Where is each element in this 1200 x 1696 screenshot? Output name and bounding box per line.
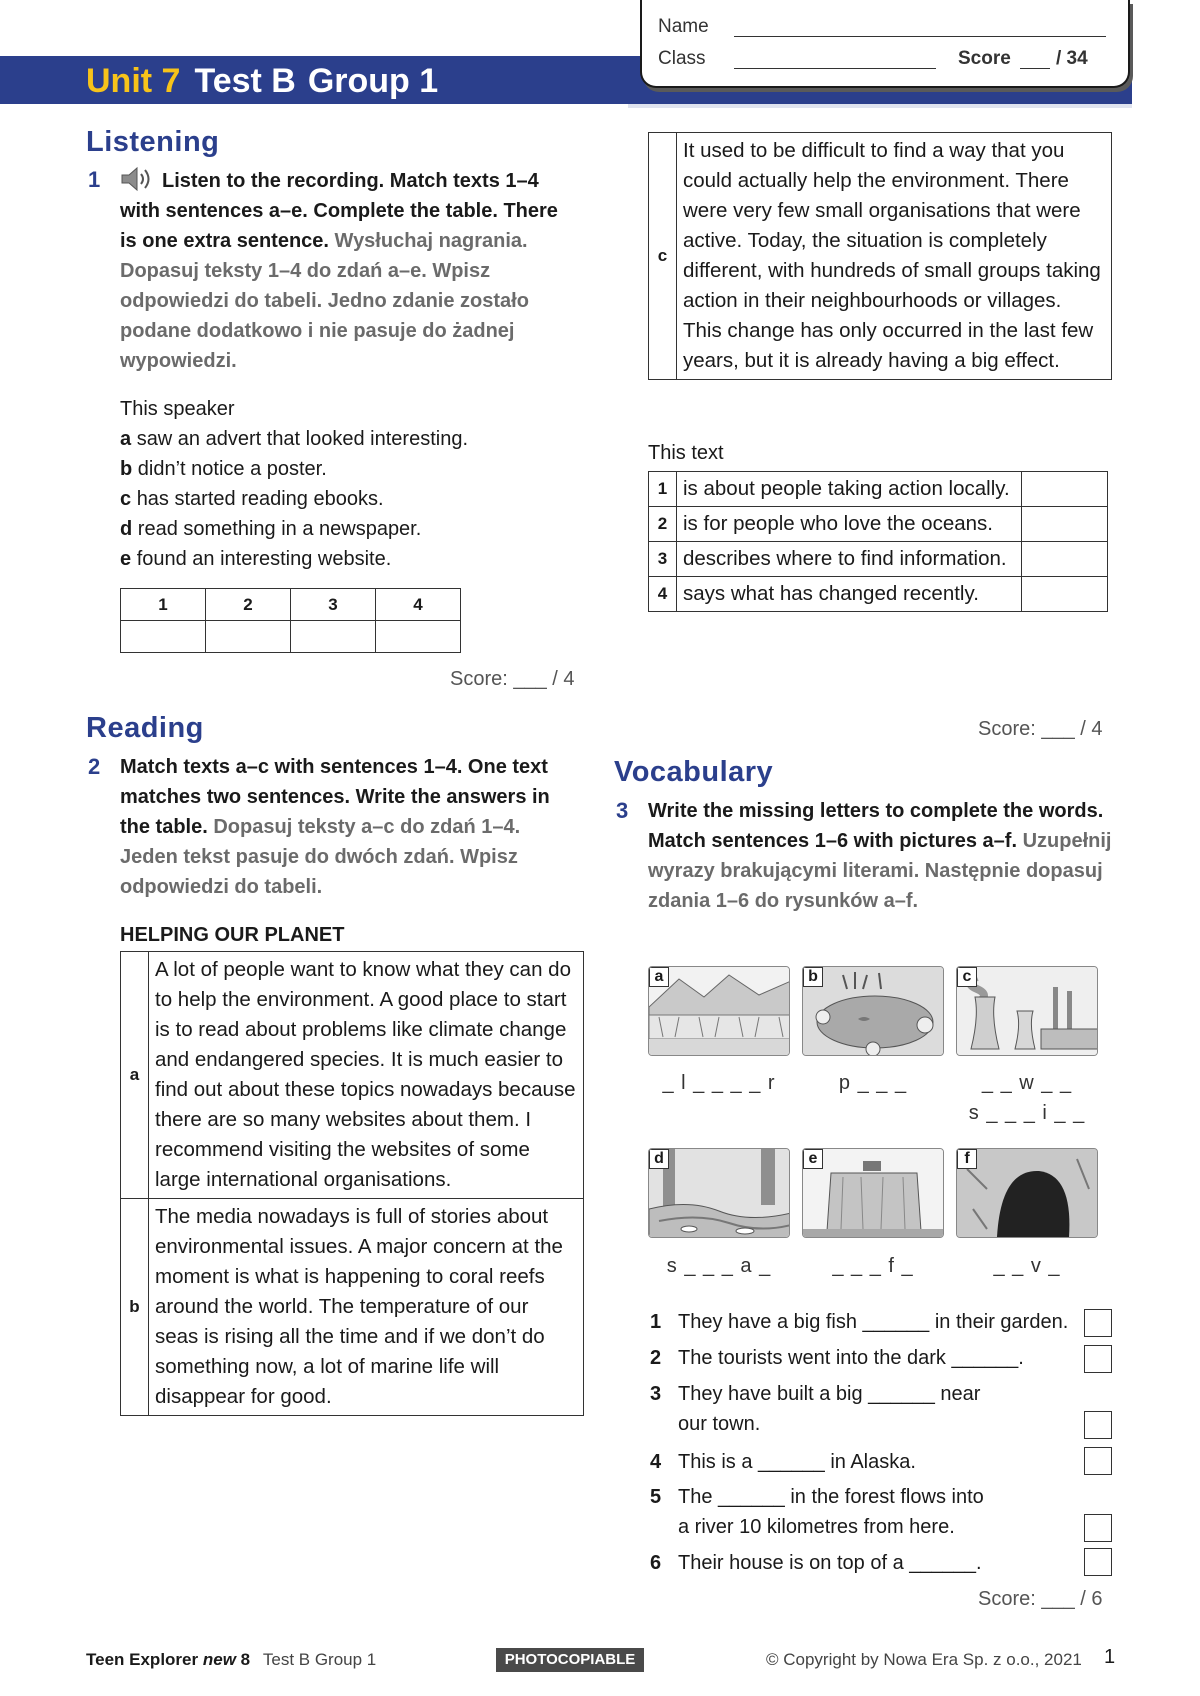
name-field[interactable] (734, 36, 1106, 37)
picture-f-cave (956, 1148, 1098, 1238)
picture-a-glacier (648, 966, 790, 1056)
test-label: Test B (194, 62, 296, 100)
picture-letter: f (957, 1149, 977, 1169)
total-score-max: / 34 (1056, 48, 1088, 69)
reading-heading: HELPING OUR PLANET (120, 924, 345, 946)
text-letter: b (121, 1199, 149, 1416)
answer-box[interactable] (1084, 1548, 1112, 1576)
task-number: 3 (616, 798, 629, 823)
instruction-pl: Dopasuj teksty a–c do zdań 1–4. Jeden tekst pasuje do dwóch zdań. Wpisz odpowiedzi do tabeli. (120, 816, 521, 898)
vocab-sentence: 4 This is a ______ in Alaska. (650, 1451, 916, 1473)
name-score-box (640, 0, 1130, 88)
vocabulary-instruction (616, 796, 1118, 916)
instruction-en: Match texts a–c with sentences 1–4. One text matches two sentences. Write the answers in the table. (120, 756, 550, 838)
statement-number: 2 (649, 507, 677, 542)
photocopiable-badge: PHOTOCOPIABLE (496, 1648, 644, 1672)
word-blank[interactable]: p _ _ _ (838, 1072, 908, 1094)
list-item: e found an interesting website. (120, 548, 392, 570)
vocab-sentence: 3 They have built a big ______ near our town. (650, 1383, 981, 1435)
answer-box[interactable] (1084, 1345, 1112, 1373)
list-item: d read something in a newspaper. (120, 518, 422, 540)
vocab-sentence: 1 They have a big fish ______ in their garden. (650, 1311, 1069, 1333)
answer-cell[interactable] (1022, 472, 1108, 507)
vocabulary-score: Score: ___ / 6 (978, 1588, 1103, 1610)
picture-c-power-station (956, 966, 1098, 1056)
answer-cell[interactable] (291, 621, 376, 653)
list-item: a saw an advert that looked interesting. (120, 428, 468, 450)
list-item: b didn’t notice a poster. (120, 458, 327, 480)
picture-b-pond (802, 966, 944, 1056)
answer-cell[interactable] (206, 621, 291, 653)
total-score-label: Score (958, 48, 1011, 69)
page-number: 1 (1104, 1646, 1116, 1668)
page-title (86, 60, 438, 102)
reading-instruction (88, 752, 580, 902)
word-blank[interactable]: _ _ _ f _ (832, 1255, 914, 1277)
footer-test: Test B Group 1 (262, 1650, 377, 1669)
class-field[interactable] (734, 68, 936, 69)
statement-text: is about people taking action locally. (677, 472, 1022, 507)
reading-score: Score: ___ / 4 (978, 718, 1103, 740)
vocab-sentence: 5 The ______ in the forest flows into a river 10 kilometres from here. (650, 1486, 984, 1538)
table-header: 4 (376, 589, 461, 621)
listening-answer-table (120, 588, 461, 653)
listening-score: Score: ___ / 4 (450, 668, 575, 690)
reading-text-table-ab (120, 951, 584, 1416)
total-score-field[interactable] (1020, 68, 1050, 69)
reading-answer-table (648, 471, 1108, 612)
table-header: 3 (291, 589, 376, 621)
listening-intro: This speaker (120, 398, 235, 420)
vocabulary-title: Vocabulary (614, 756, 774, 788)
word-blank[interactable]: _ l _ _ _ _ r (662, 1072, 776, 1094)
answer-cell[interactable] (1022, 542, 1108, 577)
table-header: 1 (121, 589, 206, 621)
listening-instruction (88, 165, 575, 376)
answer-cell[interactable] (1022, 577, 1108, 612)
list-item: c has started reading ebooks. (120, 488, 384, 510)
unit-label: Unit 7 (86, 62, 181, 100)
reading-text: A lot of people want to know what they can do to help the environment. A good place to start is to read about problems like climate change and endangered species. It is much easier to find out about these topics nowadays because there are so many websites about them. I recommend visiting the websites of some large international organisations. (149, 952, 584, 1199)
instruction-en: Write the missing letters to complete the words. Match sentences 1–6 with pictures a–f. (648, 800, 1104, 852)
answer-cell[interactable] (376, 621, 461, 653)
audio-icon[interactable] (120, 165, 156, 191)
answer-box[interactable] (1084, 1411, 1112, 1439)
text-letter: a (121, 952, 149, 1199)
statement-number: 4 (649, 577, 677, 612)
picture-letter: b (803, 967, 823, 987)
vocab-sentence: 6 Their house is on top of a ______. (650, 1552, 982, 1574)
word-blank[interactable]: s _ _ _ i _ _ (968, 1102, 1086, 1124)
answer-box[interactable] (1084, 1514, 1112, 1542)
picture-letter: d (649, 1149, 669, 1169)
reading-text: It used to be difficult to find a way that you could actually help the environment. There were very few small organisations that were active. Today, the situation is completely different, with hundreds of small groups taking action in their neighbourhoods or villages. This change has only occurred in the last few years, but it is already having a big effect. (677, 133, 1112, 380)
picture-e-cliff (802, 1148, 944, 1238)
reading-title: Reading (86, 712, 204, 744)
answer-box[interactable] (1084, 1447, 1112, 1475)
reading-text-table-c (648, 132, 1112, 380)
picture-d-stream (648, 1148, 790, 1238)
listening-title: Listening (86, 126, 220, 158)
picture-letter: a (649, 967, 669, 987)
table-header: 2 (206, 589, 291, 621)
footer-book-title: Teen Explorer new 8 Test B Group 1 (86, 1650, 377, 1669)
answer-cell[interactable] (1022, 507, 1108, 542)
statement-number: 3 (649, 542, 677, 577)
group-label: Group 1 (307, 62, 439, 100)
footer-copyright: © Copyright by Nowa Era Sp. z o.o., 2021 (766, 1650, 1082, 1669)
text-letter: c (649, 133, 677, 380)
answer-cell[interactable] (121, 621, 206, 653)
name-label: Name (658, 16, 709, 37)
instruction-pl: Uzupełnij wyrazy brakującymi literami. Następnie dopasuj zdania 1–6 do rysunków a–f. (648, 830, 1112, 912)
task-number: 1 (88, 167, 101, 192)
statement-text: says what has changed recently. (677, 577, 1022, 612)
picture-letter: c (957, 967, 977, 987)
task-number: 2 (88, 754, 101, 779)
statement-text: is for people who love the oceans. (677, 507, 1022, 542)
reading-text: The media nowadays is full of stories about environmental issues. A major concern at the moment is what is happening to coral reefs around the world. The temperature of our seas is rising all the time and if we don’t do something now, a lot of marine life will disappear for good. (149, 1199, 584, 1416)
statement-text: describes where to find information. (677, 542, 1022, 577)
word-blank[interactable]: _ _ v _ (993, 1255, 1061, 1277)
vocab-sentence: 2 The tourists went into the dark ______. (650, 1347, 1024, 1369)
instruction-en: Listen to the recording. Match texts 1–4 with sentences a–e. Complete the table. There is one extra sentence. (120, 170, 558, 252)
word-blank[interactable]: _ _ w _ _ (981, 1072, 1073, 1094)
statement-number: 1 (649, 472, 677, 507)
answer-box[interactable] (1084, 1309, 1112, 1337)
class-label: Class (658, 48, 706, 69)
word-blank[interactable]: s _ _ _ a _ (666, 1255, 772, 1277)
picture-letter: e (803, 1149, 823, 1169)
this-text-label: This text (648, 442, 724, 464)
instruction-pl: Wysłuchaj nagrania. Dopasuj teksty 1–4 do zdań a–e. Wpisz odpowiedzi do tabeli. Jedno zdanie zostało podane dodatkowo i nie pasuje do żadnej wypowiedzi. (120, 230, 529, 372)
